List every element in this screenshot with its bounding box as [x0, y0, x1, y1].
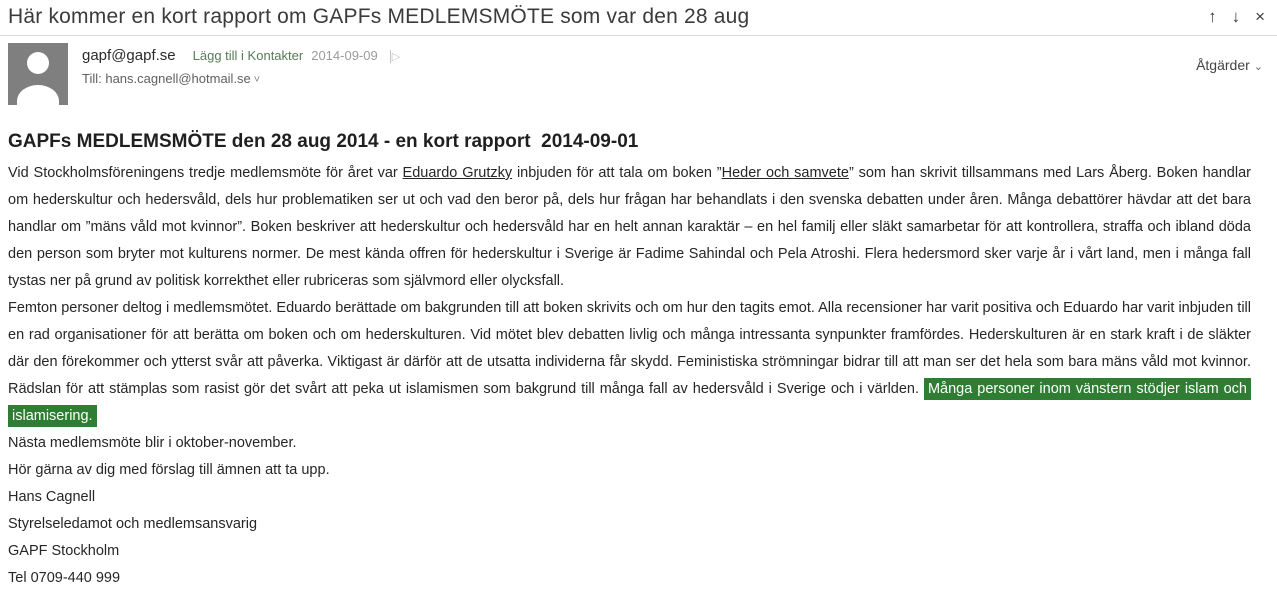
paragraph-2: [8, 295, 1251, 430]
text-segment: ” som han skrivit tillsammans med Lars Åberg. Boken handlar om hederskultur och hedersvåld, dels hur problematiken ser ut och vad den beror på, dels hur frågan har behandlats i den svenska debatten under åren. Många debattörer hävdar att det bara handlar om ”mäns våld mot kvinnor”. Boken beskriver att hederskultur och hedersvåld har en helt annan karaktär – en hel familj eller släkt samarbetar för att kontrollera, straffa och ibland döda den person som bryter mot kulturens normer. De mest kända offren för hederskultur i Sverige är Fadime Sahindal och Pela Atroshi. Flera hedersmord sker varje år i vårt land, men i många fall tystas ner på grund av politisk korrekthet eller rubriceras som självmord eller olycksfall.: [8, 165, 1251, 289]
message-date: 2014-09-09: [311, 48, 378, 63]
avatar: [8, 43, 68, 105]
signature-line: Styrelseledamot och medlemsansvarig: [8, 516, 258, 532]
text-segment: Vid Stockholmsföreningens tredje medlemsmöte för året var: [8, 165, 403, 181]
sender-info: [82, 43, 1196, 86]
avatar-shoulders-shape: [17, 85, 59, 105]
avatar-head-shape: [27, 52, 49, 74]
chevron-down-icon: ⌄: [1253, 61, 1263, 73]
highlighted-text: Många personer inom vänstern stödjer islam och islamisering.: [8, 378, 1251, 427]
actions-label: Åtgärder: [1196, 57, 1250, 73]
signature-block: [8, 430, 1251, 592]
actions-dropdown[interactable]: [1196, 43, 1267, 73]
inline-link[interactable]: Heder och samvete: [721, 165, 849, 181]
sender-email: gapf@gapf.se: [82, 47, 176, 64]
add-to-contacts-link[interactable]: Lägg till i Kontakter: [192, 48, 304, 63]
signature-line: Tel 0709-440 999: [8, 570, 121, 586]
subject-bar: [0, 0, 1277, 35]
text-segment: Femton personer deltog i medlemsmötet. Eduardo berättade om bakgrunden till att boken skrivits och om hur den tagits emot. Alla recensioner har varit positiva och Eduardo har varit inbjuden till en rad organisationer för att berätta om boken och om hederskulturen. Vid mötet blev debatten livlig och många intressanta synpunkter framfördes. Hederskulturen är en stark kraft i de släkter där den förekommer och ytterst svår att påverka. Viktigast är därför att de utsatta individerna får skydd. Feministiska strömningar bidrar till att man ser det hela som bara mäns våld mot kvinnor. Rädslan för att stämplas som rasist gör det svårt att peka ut islamismen som bakgrund till många fall av hedersvåld i Sverige och i världen.: [8, 300, 1251, 397]
flag-icon[interactable]: ▷: [391, 51, 401, 63]
recipient-line: Till: hans.cagnell@hotmail.se: [82, 71, 251, 86]
text-segment: inbjuden för att tala om boken ”: [512, 165, 722, 181]
signature-line: Nästa medlemsmöte blir i oktober-november.: [8, 435, 297, 451]
expand-recipients-icon[interactable]: ˅: [253, 74, 261, 86]
mail-body: [0, 115, 1277, 602]
signature-line: GAPF Stockholm: [8, 543, 120, 559]
signature-line: Hör gärna av dig med förslag till ämnen att ta upp.: [8, 462, 330, 478]
signature-line: Hans Cagnell: [8, 489, 96, 505]
previous-message-icon[interactable]: ↑: [1208, 7, 1217, 26]
next-message-icon[interactable]: ↓: [1231, 7, 1241, 26]
email-subject: Här kommer en kort rapport om GAPFs MEDLEMSMÖTE som var den 28 aug: [8, 5, 750, 28]
message-nav: [1208, 5, 1267, 25]
inline-link[interactable]: Eduardo Grutzky: [402, 165, 513, 181]
paragraph-1: [8, 160, 1251, 295]
sender-row: [82, 47, 1196, 64]
close-icon[interactable]: ×: [1255, 7, 1265, 26]
body-heading: GAPFs MEDLEMSMÖTE den 28 aug 2014 - en kort rapport 2014-09-01: [8, 131, 639, 152]
mail-header: [0, 36, 1277, 115]
recipient-row: [82, 71, 1196, 86]
